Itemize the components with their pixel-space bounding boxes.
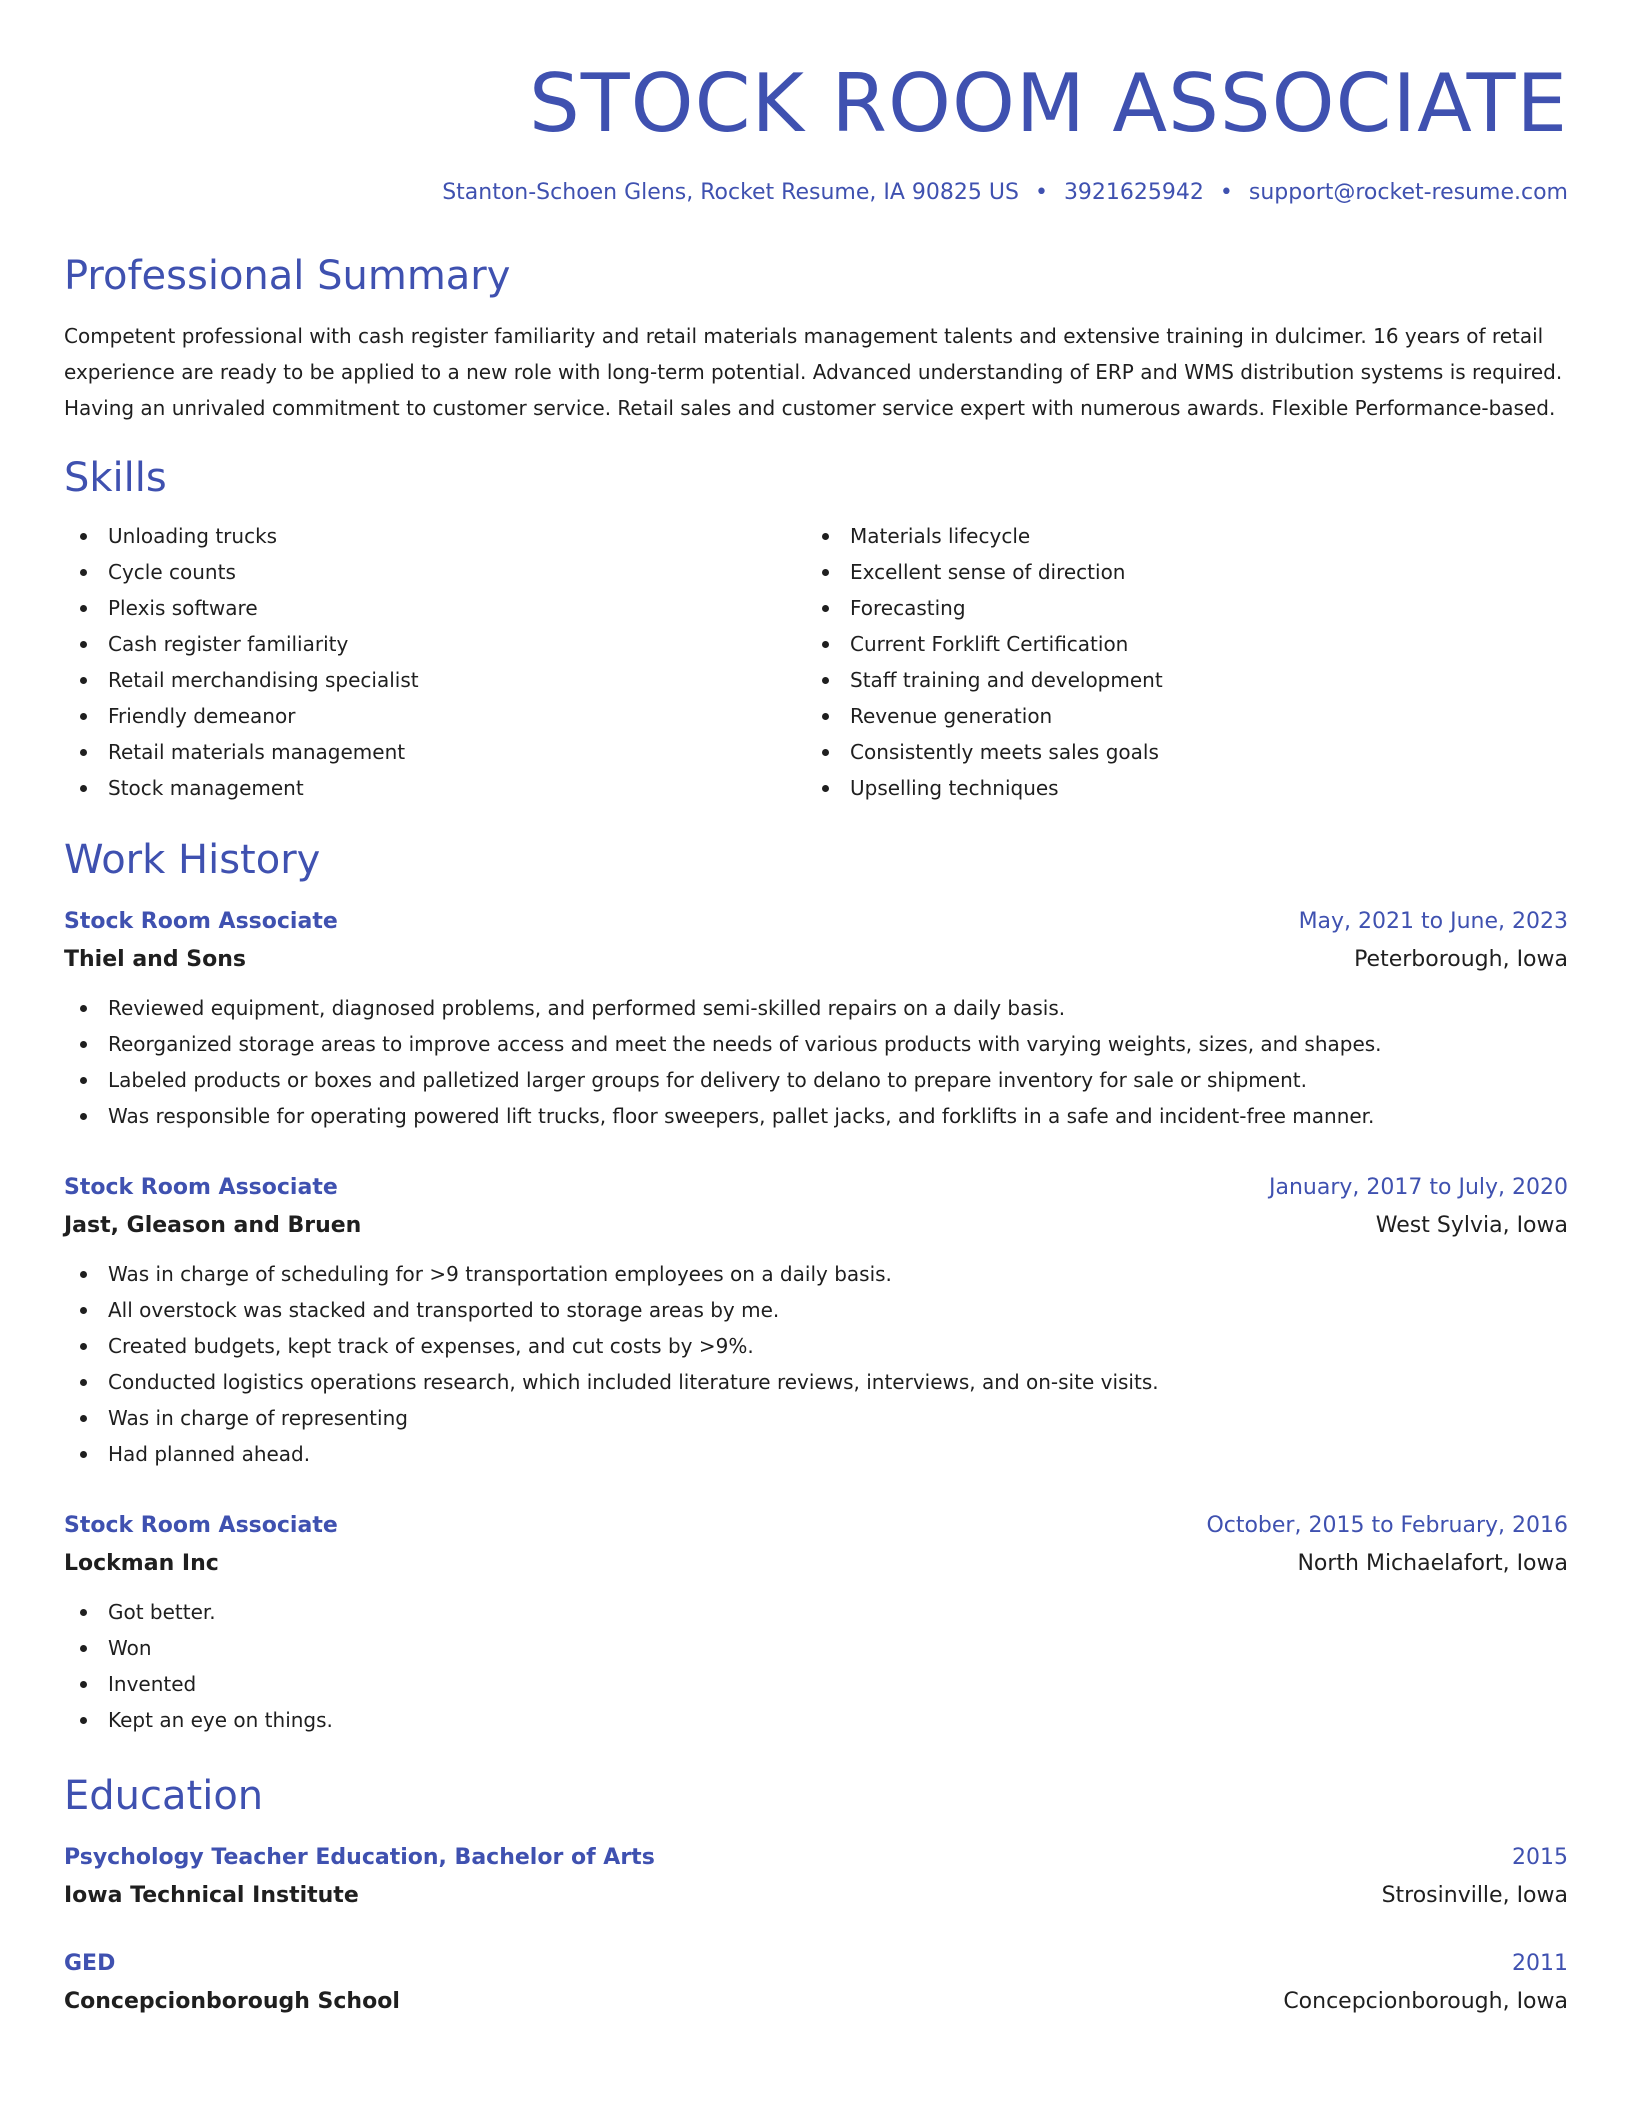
contact-phone: 3921625942 xyxy=(1063,180,1204,205)
skill-item: Excellent sense of direction xyxy=(806,554,1548,590)
skill-item: Retail materials management xyxy=(64,734,806,770)
job-bullet: Won xyxy=(64,1630,1568,1666)
education-subheader xyxy=(64,1876,1568,1916)
skill-item: Stock management xyxy=(64,770,806,806)
job-bullet: Labeled products or boxes and palletized larger groups for delivery to delano to prepare inventory for sale or shipment. xyxy=(64,1062,1568,1098)
job-dates: January, 2017 to July, 2020 xyxy=(1269,1175,1568,1200)
job-bullet: Reviewed equipment, diagnosed problems, and performed semi-skilled repairs on a daily basis. xyxy=(64,990,1568,1026)
contact-separator: • xyxy=(1034,180,1048,205)
skill-item: Retail merchandising specialist xyxy=(64,662,806,698)
job-dates: May, 2021 to June, 2023 xyxy=(1298,909,1568,934)
skills-heading: Skills xyxy=(64,455,167,501)
job-bullets xyxy=(64,1594,1568,1738)
job-bullet: Reorganized storage areas to improve access and meet the needs of various products with varying weights, sizes, and shapes. xyxy=(64,1026,1568,1062)
education-header xyxy=(64,1840,1568,1876)
job-company: Jast, Gleason and Bruen xyxy=(64,1213,362,1238)
education-location: Strosinville, Iowa xyxy=(1381,1883,1568,1908)
skill-item: Materials lifecycle xyxy=(806,518,1548,554)
work-history-heading: Work History xyxy=(64,837,321,883)
job-header xyxy=(64,904,1568,940)
job-bullet: Got better. xyxy=(64,1594,1568,1630)
education-degree: Psychology Teacher Education, Bachelor of Arts xyxy=(64,1845,655,1870)
job-bullet: Conducted logistics operations research, which included literature reviews, interviews, and on-site visits. xyxy=(64,1364,1568,1400)
job-subheader xyxy=(64,1544,1568,1584)
skill-item: Cash register familiarity xyxy=(64,626,806,662)
education-entry xyxy=(64,1946,1568,2022)
job-title: Stock Room Associate xyxy=(64,909,338,934)
job-bullet: Created budgets, kept track of expenses, and cut costs by >9%. xyxy=(64,1328,1568,1364)
job-bullet: Was responsible for operating powered lift trucks, floor sweepers, pallet jacks, and forklifts in a safe and incident-free manner. xyxy=(64,1098,1568,1134)
job-company: Thiel and Sons xyxy=(64,947,246,972)
job-bullets xyxy=(64,1256,1568,1472)
job-header xyxy=(64,1508,1568,1544)
skill-item: Revenue generation xyxy=(806,698,1548,734)
skill-item: Current Forklift Certification xyxy=(806,626,1548,662)
job-entry xyxy=(64,904,1568,1134)
skill-item: Unloading trucks xyxy=(64,518,806,554)
job-bullet: Had planned ahead. xyxy=(64,1436,1568,1472)
skill-item: Cycle counts xyxy=(64,554,806,590)
skill-item: Friendly demeanor xyxy=(64,698,806,734)
job-location: Peterborough, Iowa xyxy=(1354,947,1568,972)
education-degree: GED xyxy=(64,1951,116,1976)
contact-line xyxy=(64,178,1568,208)
job-location: North Michaelafort, Iowa xyxy=(1297,1551,1568,1576)
education-year: 2015 xyxy=(1512,1845,1568,1870)
skill-item: Plexis software xyxy=(64,590,806,626)
education-header xyxy=(64,1946,1568,1982)
job-bullet: Was in charge of representing xyxy=(64,1400,1568,1436)
job-title: Stock Room Associate xyxy=(64,1175,338,1200)
job-header xyxy=(64,1170,1568,1206)
job-location: West Sylvia, Iowa xyxy=(1375,1213,1568,1238)
job-bullet: All overstock was stacked and transported to storage areas by me. xyxy=(64,1292,1568,1328)
education-school: Concepcionborough School xyxy=(64,1989,400,2014)
job-bullet: Was in charge of scheduling for >9 transportation employees on a daily basis. xyxy=(64,1256,1568,1292)
job-subheader xyxy=(64,940,1568,980)
contact-address: Stanton-Schoen Glens, Rocket Resume, IA 90825 US xyxy=(442,180,1019,205)
education-heading: Education xyxy=(64,1773,264,1819)
job-title: Stock Room Associate xyxy=(64,1513,338,1538)
education-year: 2011 xyxy=(1512,1951,1568,1976)
education-school: Iowa Technical Institute xyxy=(64,1883,359,1908)
skills-column-left xyxy=(64,518,806,806)
education-subheader xyxy=(64,1982,1568,2022)
contact-separator: • xyxy=(1219,180,1233,205)
resume-page xyxy=(64,0,1568,2022)
job-company: Lockman Inc xyxy=(64,1551,219,1576)
job-entry xyxy=(64,1170,1568,1472)
skill-item: Staff training and development xyxy=(806,662,1548,698)
summary-heading: Professional Summary xyxy=(64,253,511,299)
job-dates: October, 2015 to February, 2016 xyxy=(1206,1513,1568,1538)
job-subheader xyxy=(64,1206,1568,1246)
job-entry xyxy=(64,1508,1568,1738)
contact-email[interactable]: support@rocket-resume.com xyxy=(1248,180,1568,205)
job-bullet: Invented xyxy=(64,1666,1568,1702)
summary-text: Competent professional with cash register familiarity and retail materials management talents and extensive training in dulcimer. 16 years of retail experience are ready to be applied to a new role with long-term potential. Advanced understanding of ERP and WMS distribution systems is required. Having an unrivaled commitment to customer service. Retail sales and customer service expert with numerous awards. Flexible Performance-based. xyxy=(64,324,1563,420)
resume-name: STOCK ROOM ASSOCIATE xyxy=(529,57,1568,150)
education-entry xyxy=(64,1840,1568,1916)
education-location: Concepcionborough, Iowa xyxy=(1283,1989,1568,2014)
skill-item: Consistently meets sales goals xyxy=(806,734,1548,770)
skills-column-right xyxy=(806,518,1548,806)
job-bullet: Kept an eye on things. xyxy=(64,1702,1568,1738)
job-bullets xyxy=(64,990,1568,1134)
skills-list xyxy=(64,518,1568,806)
skill-item: Forecasting xyxy=(806,590,1548,626)
skill-item: Upselling techniques xyxy=(806,770,1548,806)
